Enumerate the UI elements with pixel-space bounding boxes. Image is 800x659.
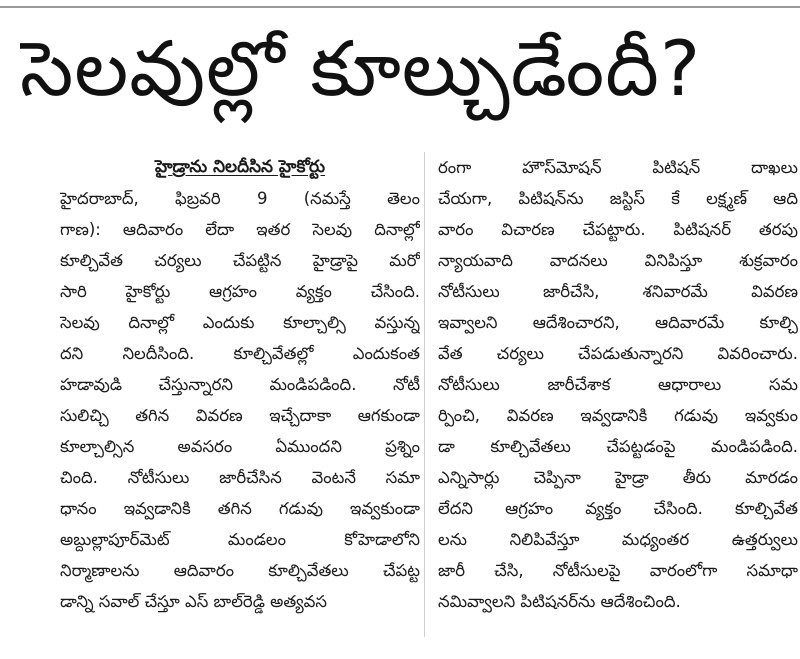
subheading: హైడ్రాను నిలదీసిన హైకోర్టు xyxy=(155,157,325,177)
text-line: హడావుడి చేస్తున్నారని మండిపడింది. నోటీ xyxy=(60,375,420,394)
column-divider xyxy=(424,152,425,637)
text-line: ర్పించి, వివరణ ఇవ్వడానికి గడువు ఇవ్వకుం xyxy=(438,406,798,425)
left-column-body xyxy=(60,183,420,617)
text-line: న్యాయవాది వాదనలు వినిపిస్తూ శుక్రవారం xyxy=(438,251,798,270)
text-line: గాణ): ఆదివారం లేదా ఇతర సెలవు దినాల్లో xyxy=(60,220,420,239)
text-line: లేదని ఆగ్రహం వ్యక్తం చేసింది. కూల్చివేత xyxy=(438,499,798,518)
text-line: సారి హైకోర్టు ఆగ్రహం వ్యక్తం చేసింది. xyxy=(60,282,420,301)
text-line: చేయగా, పిటిషన్‌ను జస్టిస్ కే లక్ష్మణ్ ఆది xyxy=(438,189,798,208)
text-line: ఎన్నిసార్లు చెప్పినా హైడ్రా తీరు మారడం xyxy=(438,468,798,487)
text-line: సులిచ్చి తగిన వివరణ ఇచ్చేదాకా ఆగకుండా xyxy=(60,406,420,425)
text-line: జారీ చేసి, నోటీసులపై వారంలోగా సమాధా xyxy=(438,561,798,580)
top-rule xyxy=(0,6,800,8)
text-line: ధానం ఇవ్వడానికి తగిన గడువు ఇవ్వకుండా xyxy=(60,499,420,518)
text-line: నమివ్వాలని పిటిషనర్‌ను ఆదేశించింది. xyxy=(438,592,681,611)
text-line: ఇవ్వాలని ఆదేశించారని, ఆదివారమే కూల్చి xyxy=(438,313,798,332)
text-line: నిర్మాణాలను ఆదివారం కూల్చివేతలు చేపట్ట xyxy=(60,561,420,580)
text-line: డా కూల్చివేతలు చేపట్టడంపై మండిపడింది. xyxy=(438,437,798,456)
headline: సెలవుల్లో కూల్చుడేందీ? xyxy=(20,24,702,113)
text-line: కూల్చివేత చర్యలు చేపట్టిన హైడ్రాపై మరో xyxy=(60,251,420,270)
text-line: నోటీసులు జారీచేశాక ఆధారాలు సమ xyxy=(438,375,798,394)
left-column xyxy=(60,152,420,617)
text-line: కూల్చాల్సిన అవసరం ఏముందని ప్రశ్నిం xyxy=(60,437,420,456)
text-line: హైదరాబాద్, ఫిబ్రవరి 9 (నమస్తే తెలం xyxy=(60,189,420,208)
text-line: దని నిలదీసింది. కూల్చివేతల్లో ఎందుకంత xyxy=(60,344,420,363)
text-line: అబ్దుల్లాపూర్‌మెట్ మండలం కోహెడాలోని xyxy=(60,530,420,549)
text-line: వారం విచారణ చేపట్టారు. పిటిషనర్ తరపు xyxy=(438,220,798,239)
text-line: చింది. నోటీసులు జారీచేసిన వెంటనే సమా xyxy=(60,468,420,487)
text-line: వేత చర్యలు చేపడుతున్నారని వివరించారు. xyxy=(438,344,798,363)
right-column xyxy=(438,152,798,617)
text-line: లను నిలిపివేస్తూ మధ్యంతర ఉత్తర్వులు xyxy=(438,530,798,549)
right-column-body xyxy=(438,152,798,617)
text-line: సెలవు దినాల్లో ఎందుకు కూల్చాల్సి వస్తున్న xyxy=(60,313,420,332)
text-line: నోటీసులు జారీచేసి, శనివారమే వివరణ xyxy=(438,282,798,301)
text-line: డాన్ని సవాల్ చేస్తూ ఎస్ బాల్‌రెడ్డి అత్యవస xyxy=(60,592,327,611)
text-line: రంగా హౌస్‌మోషన్ పిటిషన్ దాఖలు xyxy=(438,158,798,177)
